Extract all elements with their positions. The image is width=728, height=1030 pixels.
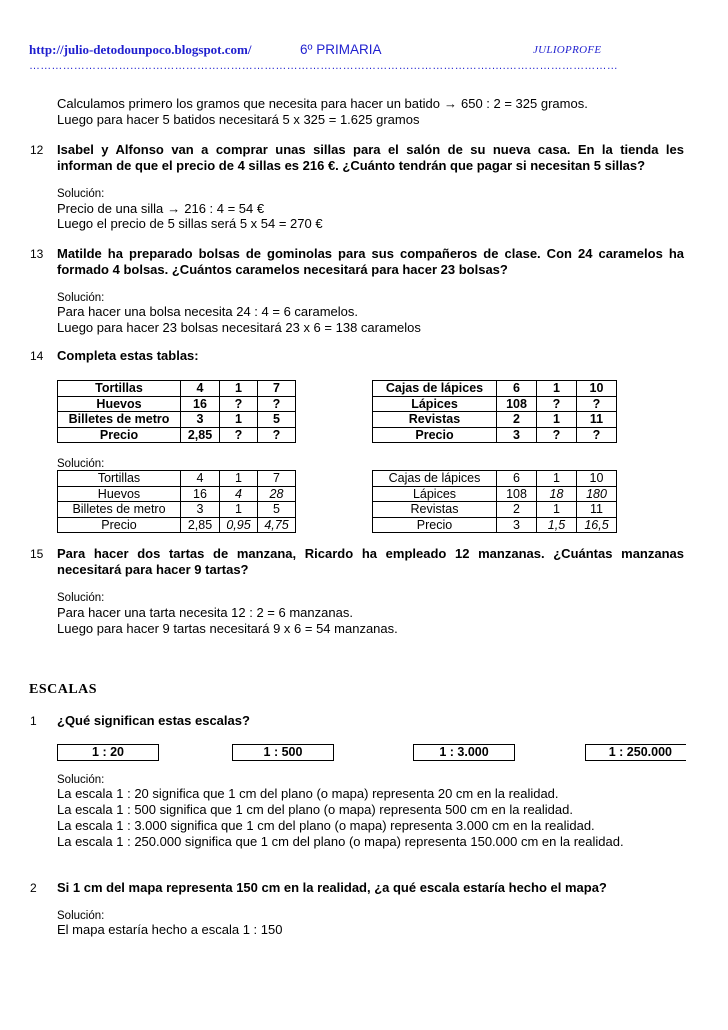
table-cell: Billetes de metro — [58, 502, 181, 518]
table-cell: 4,75 — [258, 517, 296, 533]
grade-label: 6º PRIMARIA — [300, 42, 382, 57]
table-row — [58, 412, 296, 428]
table-row — [373, 517, 617, 533]
problem-13-question-2: formado 4 bolsas. ¿Cuántos caramelos necesitará para hacer 23 bolsas? — [57, 262, 508, 277]
table-cell: Tortillas — [58, 381, 181, 397]
solution-label: Solución: — [57, 592, 105, 604]
scale-box: 1 : 500 — [232, 744, 334, 761]
table-tortillas — [57, 380, 296, 443]
table-cell: Huevos — [58, 396, 181, 412]
escalas-2-solution: El mapa estaría hecho a escala 1 : 150 — [57, 922, 283, 937]
problem-12-solution-2: Luego el precio de 5 sillas será 5 x 54 = 270 € — [57, 216, 323, 231]
solution-text: Precio de una silla — [57, 201, 164, 216]
problem-number: 2 — [30, 881, 37, 895]
table-cell: ? — [537, 396, 577, 412]
intro-line-1 — [57, 96, 588, 112]
problem-number: 1 — [30, 714, 37, 728]
problem-15-solution-2: Luego para hacer 9 tartas necesitará 9 x 6 = 54 manzanas. — [57, 621, 398, 636]
table-cell: 4 — [220, 486, 258, 502]
table-cell: ? — [577, 427, 617, 443]
table-cell: 0,95 — [220, 517, 258, 533]
table-cell: 7 — [258, 471, 296, 487]
problem-number: 13 — [30, 247, 44, 261]
table-cell: ? — [220, 396, 258, 412]
escalas-1-solution-2: La escala 1 : 500 significa que 1 cm del plano (o mapa) representa 500 cm en la realidad. — [57, 802, 573, 817]
solution-label: Solución: — [57, 292, 105, 304]
escalas-1-solution-1: La escala 1 : 20 significa que 1 cm del plano (o mapa) representa 20 cm en la realidad. — [57, 786, 559, 801]
solution-label: Solución: — [57, 774, 105, 786]
table-cell: 10 — [577, 381, 617, 397]
table-row — [373, 502, 617, 518]
table-cell: Huevos — [58, 486, 181, 502]
right-arrow-icon: → — [443, 96, 457, 111]
table-cell: 108 — [497, 396, 537, 412]
scale-box: 1 : 250.000 — [585, 744, 686, 761]
table-cell: 1 — [220, 502, 258, 518]
problem-15-question-1: Para hacer dos tartas de manzana, Ricardo ha empleado 12 manzanas. ¿Cuántas manzanas — [57, 546, 684, 561]
escalas-1-solution-4: La escala 1 : 250.000 significa que 1 cm del plano (o mapa) representa 150.000 cm en la realidad. — [57, 834, 624, 849]
table-row — [373, 471, 617, 487]
table-cell: 4 — [181, 471, 220, 487]
table-cell: 1 — [220, 381, 258, 397]
table-row — [373, 396, 617, 412]
table-cell: 7 — [258, 381, 296, 397]
table-cell: 3 — [497, 517, 537, 533]
solution-label: Solución: — [57, 910, 105, 922]
table-cell: Lápices — [373, 486, 497, 502]
problem-14-question: Completa estas tablas: — [57, 348, 199, 363]
table-cell: 6 — [497, 471, 537, 487]
table-cell: 5 — [258, 412, 296, 428]
intro-line-1-result: 650 : 2 = 325 gramos. — [460, 96, 588, 111]
table-cell: Revistas — [373, 412, 497, 428]
problem-12-question-2: informan de que el precio de 4 sillas es 216 €. ¿Cuánto tendrán que pagar si necesitan 5 sillas? — [57, 158, 646, 173]
table-cell: 5 — [258, 502, 296, 518]
table-cell: Billetes de metro — [58, 412, 181, 428]
table-cell: 16 — [181, 396, 220, 412]
problem-13-question-1: Matilde ha preparado bolsas de gominolas para sus compañeros de clase. Con 24 caramelos ha — [57, 246, 684, 261]
table-cell: Lápices — [373, 396, 497, 412]
table-row — [373, 412, 617, 428]
table-cell: 11 — [577, 412, 617, 428]
table-row — [58, 502, 296, 518]
table-cell: 28 — [258, 486, 296, 502]
table-cell: 1 — [537, 471, 577, 487]
table-cell: Precio — [58, 517, 181, 533]
solution-table-tortillas — [57, 470, 296, 533]
problem-number: 15 — [30, 547, 44, 561]
escalas-1-solution-3: La escala 1 : 3.000 significa que 1 cm del plano (o mapa) representa 3.000 cm en la realidad. — [57, 818, 595, 833]
table-row — [58, 471, 296, 487]
table-cell: 18 — [537, 486, 577, 502]
dotted-separator: …………………………………………………………………………………………………………….….………………………… — [29, 60, 618, 72]
table-cell: 2 — [497, 502, 537, 518]
solution-table-lapices — [372, 470, 617, 533]
problem-number: 14 — [30, 349, 44, 363]
problem-15-question-2: necesitará para hacer 9 tartas? — [57, 562, 249, 577]
table-row — [58, 396, 296, 412]
table-row — [58, 486, 296, 502]
table-cell: 3 — [181, 412, 220, 428]
table-row — [58, 381, 296, 397]
table-cell: 11 — [577, 502, 617, 518]
table-cell: Cajas de lápices — [373, 471, 497, 487]
table-cell: 10 — [577, 471, 617, 487]
table-cell: 16 — [181, 486, 220, 502]
escalas-2-question: Si 1 cm del mapa representa 150 cm en la realidad, ¿a qué escala estaría hecho el mapa? — [57, 880, 607, 895]
table-cell: 16,5 — [577, 517, 617, 533]
table-cell: 1,5 — [537, 517, 577, 533]
table-cell: 6 — [497, 381, 537, 397]
table-cell: 4 — [181, 381, 220, 397]
intro-line-2: Luego para hacer 5 batidos necesitará 5 x 325 = 1.625 gramos — [57, 112, 420, 127]
table-cell: 2,85 — [181, 427, 220, 443]
table-cell: ? — [537, 427, 577, 443]
table-cell: ? — [258, 427, 296, 443]
table-cell: Cajas de lápices — [373, 381, 497, 397]
table-cell: Precio — [373, 427, 497, 443]
problem-13-solution-1: Para hacer una bolsa necesita 24 : 4 = 6 caramelos. — [57, 304, 358, 319]
solution-label: Solución: — [57, 458, 105, 470]
table-cell: ? — [577, 396, 617, 412]
escalas-1-question: ¿Qué significan estas escalas? — [57, 713, 250, 728]
table-row — [58, 517, 296, 533]
table-cell: Precio — [58, 427, 181, 443]
table-cell: Revistas — [373, 502, 497, 518]
table-cell: Precio — [373, 517, 497, 533]
problem-13-solution-2: Luego para hacer 23 bolsas necesitará 23 x 6 = 138 caramelos — [57, 320, 421, 335]
problem-number: 12 — [30, 143, 44, 157]
solution-label: Solución: — [57, 188, 105, 200]
table-cell: 180 — [577, 486, 617, 502]
table-cell: ? — [220, 427, 258, 443]
table-cell: 108 — [497, 486, 537, 502]
right-arrow-icon: → — [167, 201, 181, 216]
section-title: ESCALAS — [29, 682, 98, 697]
intro-line-1-text: Calculamos primero los gramos que necesita para hacer un batido — [57, 96, 440, 111]
author-label: JULIOPROFE — [533, 44, 602, 56]
table-cell: 1 — [537, 502, 577, 518]
table-cell: 3 — [181, 502, 220, 518]
table-cell: 3 — [497, 427, 537, 443]
table-lapices — [372, 380, 617, 443]
table-row — [58, 427, 296, 443]
problem-15-solution-1: Para hacer una tarta necesita 12 : 2 = 6 manzanas. — [57, 605, 353, 620]
scale-box: 1 : 20 — [57, 744, 159, 761]
table-cell: 1 — [537, 412, 577, 428]
scale-box: 1 : 3.000 — [413, 744, 515, 761]
problem-12-question-1: Isabel y Alfonso van a comprar unas sillas para el salón de su nueva casa. En la tienda les — [57, 142, 684, 157]
table-cell: 2,85 — [181, 517, 220, 533]
table-row — [373, 427, 617, 443]
table-row — [373, 486, 617, 502]
table-cell: ? — [258, 396, 296, 412]
table-cell: 1 — [220, 412, 258, 428]
solution-result: 216 : 4 = 54 € — [184, 201, 265, 216]
problem-12-solution-1 — [57, 201, 264, 217]
table-cell: 2 — [497, 412, 537, 428]
table-cell: 1 — [537, 381, 577, 397]
blog-link[interactable]: http://julio-detodounpoco.blogspot.com/ — [29, 42, 252, 57]
table-cell: Tortillas — [58, 471, 181, 487]
table-row — [373, 381, 617, 397]
table-cell: 1 — [220, 471, 258, 487]
